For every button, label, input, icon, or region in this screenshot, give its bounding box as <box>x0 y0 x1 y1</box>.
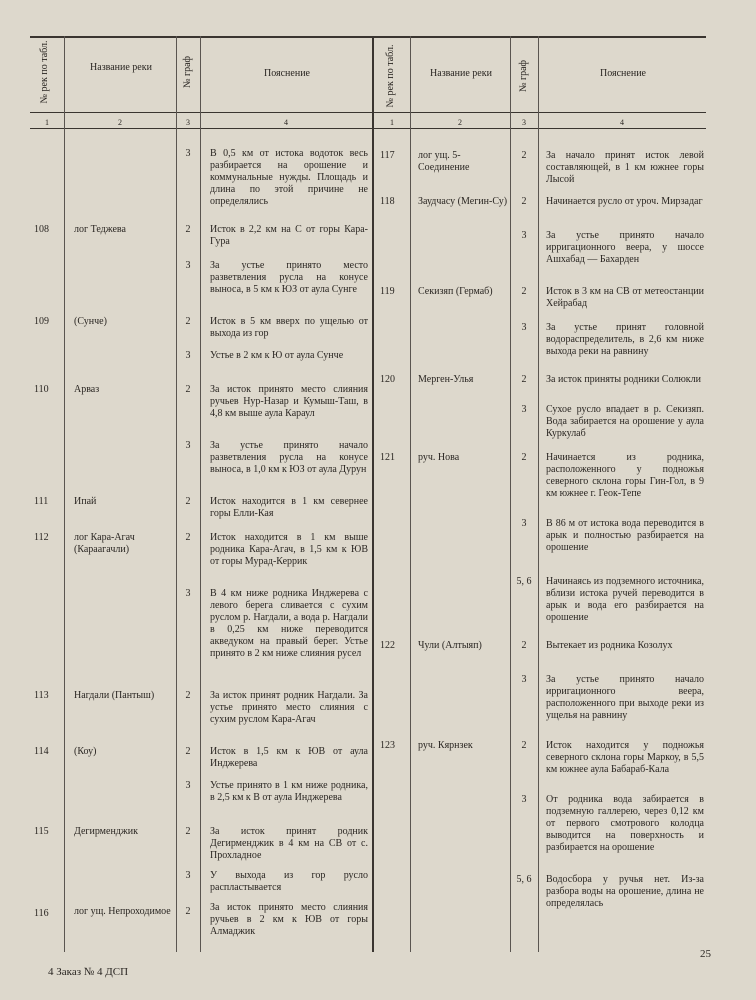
column-divider <box>176 36 177 952</box>
explanation-text: За исток принят родник Дегирменджик в 4 км на СВ от с. Прохладное <box>210 826 368 861</box>
explanation-text: Начинается из родника, расположенного у подножья северного склона горы Гин-Гол, в 9 км южнее г. Геок-Тепе <box>546 452 704 499</box>
explanation-text: Исток находится в 1 км выше родника Кара-Агач, в 1,5 км к ЮВ от горы Мурад-Керрик <box>210 532 368 567</box>
river-number: 109 <box>34 316 49 327</box>
river-name: руч. Кярнзек <box>418 740 473 751</box>
column-divider <box>510 36 511 952</box>
graf-number: 2 <box>521 374 527 385</box>
header-graf: № граф <box>518 59 529 93</box>
column-divider <box>64 36 65 952</box>
graf-number: 2 <box>521 150 527 161</box>
graf-number: 2 <box>521 640 527 651</box>
river-number: 108 <box>34 224 49 235</box>
river-number: 120 <box>380 374 395 385</box>
explanation-text: От родника вода забирается в подземную галлерею, через 0,12 км от первого смотрового колодца выводится на поверхность и разбирается на орошение <box>546 794 704 853</box>
footer-order-note: 4 Заказ № 4 ДСП <box>48 966 129 978</box>
graf-number: 3 <box>521 674 527 685</box>
graf-number: 3 <box>185 350 191 361</box>
explanation-text: Исток в 2,2 км на С от горы Кара-Гура <box>210 224 368 247</box>
column-number: 2 <box>118 118 122 127</box>
graf-number: 2 <box>185 532 191 543</box>
river-name: Арваз <box>74 384 100 395</box>
river-name: Дегирменджик <box>74 826 139 837</box>
header-river-number: № рек по табл. <box>39 40 50 104</box>
river-name: (Сунче) <box>74 316 107 327</box>
page-number: 25 <box>700 948 711 960</box>
explanation-text: За устье принято начало разветвления русла на конусе выноса, в 1,0 км к ЮЗ от аула Дурун <box>210 440 368 475</box>
graf-number: 3 <box>521 794 527 805</box>
graf-number: 3 <box>185 440 191 451</box>
header-river-name: Название реки <box>90 62 152 73</box>
colnum-bottom-rule <box>30 128 706 129</box>
graf-number: 3 <box>185 588 191 599</box>
river-number: 117 <box>380 150 395 161</box>
explanation-text: В 0,5 км от истока водоток весь разбирается на орошение и коммунальные нужды. Площадь и длина по этой причине не определялись <box>210 148 368 207</box>
graf-number: 2 <box>185 224 191 235</box>
river-name: лог ущ. Непроходимое <box>74 906 171 917</box>
top-rule <box>30 36 706 38</box>
explanation-text: За исток принято место слияния ручьев в 2 км к ЮВ от горы Алмаджик <box>210 902 368 937</box>
header-explanation: Пояснение <box>599 68 646 79</box>
river-number: 119 <box>380 286 395 297</box>
river-number: 111 <box>34 496 49 507</box>
river-number: 110 <box>34 384 49 395</box>
graf-number: 2 <box>185 384 191 395</box>
column-number: 1 <box>390 118 394 127</box>
graf-number: 3 <box>521 404 527 415</box>
column-number: 4 <box>284 118 288 127</box>
river-name: лог ущ. 5-Соединение <box>418 150 470 173</box>
river-number: 122 <box>380 640 395 651</box>
header-explanation: Пояснение <box>263 68 310 79</box>
explanation-text: Исток находится у подножья северного склона горы Маркоу, в 5,5 км южнее аула Бабараб-Кала <box>546 740 704 775</box>
river-name: Ипай <box>74 496 97 507</box>
river-number: 121 <box>380 452 395 463</box>
river-name: Нагдали (Пантыш) <box>74 690 155 701</box>
graf-number: 2 <box>185 690 191 701</box>
river-number: 123 <box>380 740 395 751</box>
column-number: 1 <box>45 118 49 127</box>
explanation-text: За исток принято место слияния ручьев Нур-Назар и Кумыш-Таш, в 4,8 км выше аула Караул <box>210 384 368 419</box>
explanation-text: Устье в 2 км к Ю от аула Сунче <box>210 350 344 361</box>
river-number: 113 <box>34 690 49 701</box>
column-number: 3 <box>186 118 190 127</box>
river-number: 114 <box>34 746 49 757</box>
explanation-text: За устье принято начало ирригационного веера, у шоссе Ашхабад — Бахарден <box>546 230 704 265</box>
graf-number: 2 <box>185 746 191 757</box>
header-graf: № граф <box>182 55 193 89</box>
graf-number: 3 <box>521 322 527 333</box>
column-number: 3 <box>522 118 526 127</box>
river-name: лог Теджева <box>74 224 126 235</box>
explanation-text: В 86 м от истока вода переводится в арык и полностью разбирается на орошение <box>546 518 704 553</box>
river-number: 112 <box>34 532 49 543</box>
explanation-text: Исток в 1,5 км к ЮВ от аула Инджерева <box>210 746 368 769</box>
column-number: 2 <box>458 118 462 127</box>
explanation-text: Начинаясь из подземного источника, вблизи истока ручей переводится в арык и вода его разбирается на орошение <box>546 576 704 623</box>
river-name: Мерген-Улья <box>418 374 474 385</box>
explanation-text: Исток в 5 км вверх по ущелью от выхода из гор <box>210 316 368 339</box>
explanation-text: За исток приняты родники Солюкли <box>546 374 701 385</box>
explanation-text: За исток принят родник Нагдали. За устье принято место слияния с сухим руслом Кара-Агач <box>210 690 368 725</box>
graf-number: 3 <box>185 260 191 271</box>
graf-number: 3 <box>185 780 191 791</box>
explanation-text: Исток находится в 1 км севернее горы Елли-Кая <box>210 496 368 519</box>
graf-number: 2 <box>521 740 527 751</box>
explanation-text: Водосбора у ручья нет. Из-за разбора воды на орошение, длина не определялась <box>546 874 704 909</box>
river-name: Чули (Алтыяп) <box>418 640 482 651</box>
explanation-text: За устье принят головной водораспределитель, в 2,6 км ниже выхода реки на равнину <box>546 322 704 357</box>
river-name: руч. Нова <box>418 452 460 463</box>
graf-number: 3 <box>185 148 191 159</box>
graf-number: 2 <box>185 496 191 507</box>
river-name: Заудчасу (Мегин-Су) <box>418 196 508 207</box>
graf-number: 2 <box>185 826 191 837</box>
graf-number: 2 <box>521 286 527 297</box>
column-number: 4 <box>620 118 624 127</box>
graf-number: 5, 6 <box>516 576 532 587</box>
river-number: 115 <box>34 826 49 837</box>
river-name: лог Кара-Агач (Караагачли) <box>74 532 135 555</box>
river-name: Секизяп (Гермаб) <box>418 286 493 297</box>
graf-number: 2 <box>185 316 191 327</box>
explanation-text: Сухое русло впадает в р. Секизяп. Вода забирается на орошение у аула Куркулаб <box>546 404 704 439</box>
explanation-text: Начинается русло от уроч. Мирзадаг <box>546 196 703 207</box>
river-name: (Коу) <box>74 746 97 757</box>
explanation-text: За устье принято начало ирригационного веера, расположенного при выходе реки из ущелья на равнину <box>546 674 704 721</box>
header-river-name: Название реки <box>430 68 492 79</box>
graf-number: 2 <box>521 196 527 207</box>
graf-number: 3 <box>521 518 527 529</box>
explanation-text: Устье принято в 1 км ниже родника, в 2,5 км к В от аула Инджерева <box>210 780 368 803</box>
explanation-text: За начало принят исток левой составляющей, в 1 км южнее горы Лысой <box>546 150 704 185</box>
explanation-text: Вытекает из родника Козолух <box>546 640 673 651</box>
graf-number: 2 <box>521 452 527 463</box>
explanation-text: За устье принято место разветвления русла на конусе выноса, в 5 км к ЮЗ от аула Сунге <box>210 260 368 295</box>
graf-number: 3 <box>185 870 191 881</box>
graf-number: 5, 6 <box>516 874 532 885</box>
column-divider <box>538 36 539 952</box>
graf-number: 2 <box>185 906 191 917</box>
graf-number: 3 <box>521 230 527 241</box>
explanation-text: В 4 км ниже родника Инджерева с левого берега сливается с сухим руслом р. Нагдали, а вода р. Нагдали в 0,25 км ниже переводится акведуком на правый берег. Устье принято в 2 км ниже слияния русел <box>210 588 368 659</box>
explanation-text: У выхода из гор русло распластывается <box>210 870 368 893</box>
river-number: 116 <box>34 908 49 919</box>
river-number: 118 <box>380 196 395 207</box>
center-divider <box>372 36 374 952</box>
column-divider <box>200 36 201 952</box>
header-bottom-rule <box>30 112 706 113</box>
header-river-number: № рек по табл. <box>385 44 396 108</box>
column-divider <box>410 36 411 952</box>
explanation-text: Исток в 3 км на СВ от метеостанции Хейрабад <box>546 286 704 309</box>
